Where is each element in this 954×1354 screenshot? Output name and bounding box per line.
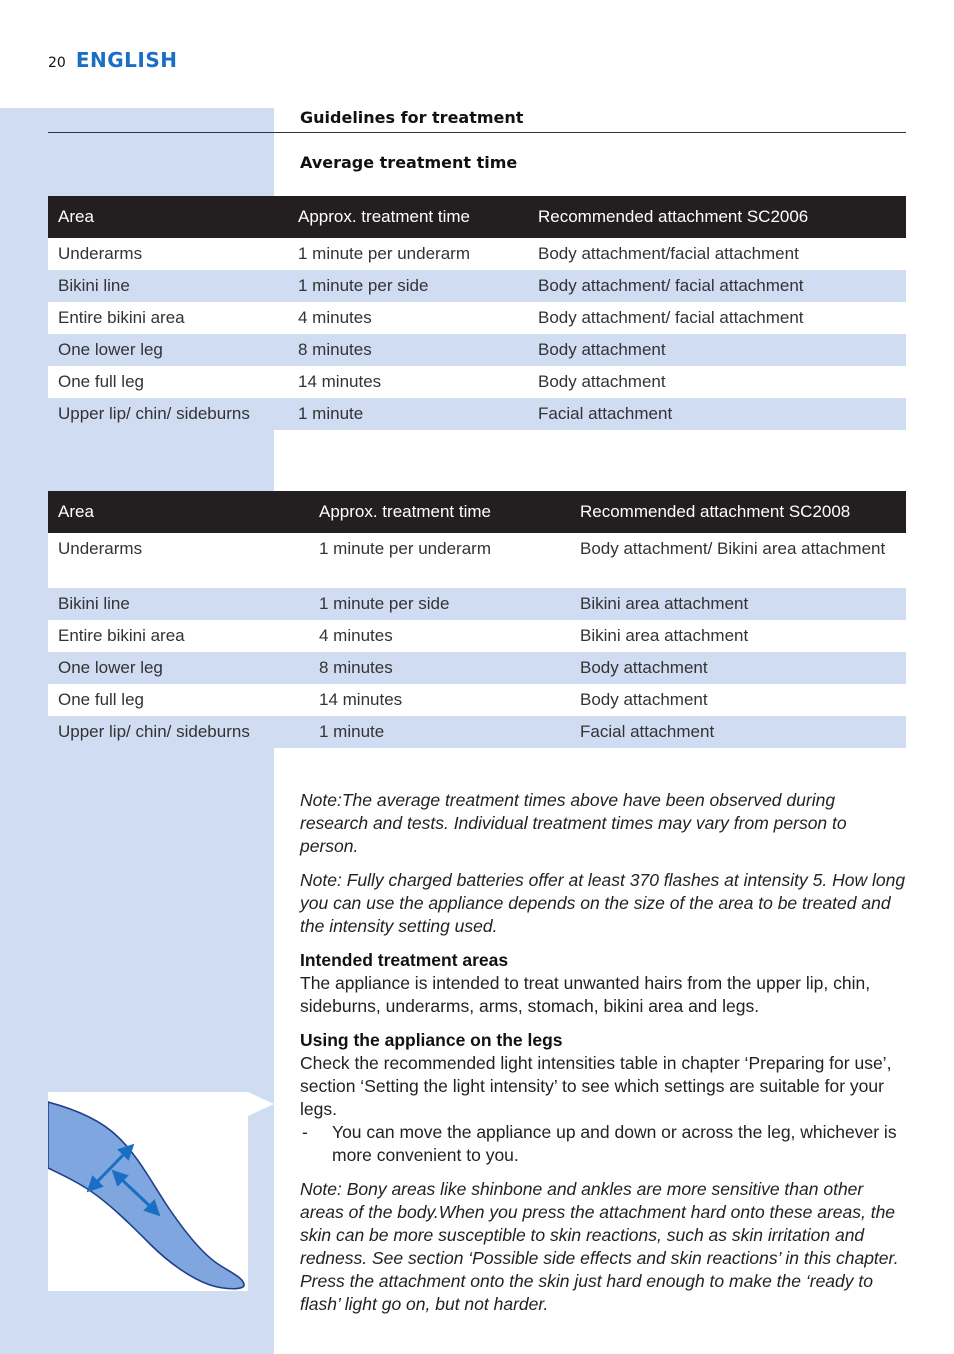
note-bony-areas: Note: Bony areas like shinbone and ankles are more sensitive than other areas of the body.When you press the attachment hard onto these areas, the skin can be more susceptible to skin reactions, such as skin irritation and redness. See section ‘Possible side effects and skin reactions’ in this chapter. Press the attachment onto the skin just hard enough to make the ‘ready to flash’ light go on, but not harder.	[300, 1179, 899, 1314]
cell-time: 1 minute per underarm	[319, 539, 491, 558]
cell-area: One lower leg	[48, 334, 288, 366]
cell-time: 1 minute	[288, 398, 528, 430]
table-row	[48, 366, 906, 398]
notes-column	[300, 789, 906, 1327]
cell-time: 1 minute per side	[288, 270, 528, 302]
intended-areas-heading: Intended treatment areas	[300, 950, 509, 970]
table-row	[48, 398, 906, 430]
bullet-text: You can move the appliance up and down or across the leg, whichever is more convenient to you.	[332, 1122, 897, 1165]
cell-time: 4 minutes	[298, 308, 372, 327]
cell-attachment: Body attachment	[580, 690, 708, 709]
cell-attachment: Bikini area attachment	[580, 626, 749, 645]
page-number: 20	[48, 55, 66, 71]
header-attachment: Recommended attachment SC2008	[570, 491, 906, 533]
cell-area: One full leg	[58, 690, 144, 709]
cell-attachment: Body attachment	[528, 334, 906, 366]
note-treatment-times: Note:The average treatment times above have been observed during research and tests. Individual treatment times may vary from person to person.	[300, 790, 847, 856]
cell-area: Underarms	[58, 539, 143, 558]
header-time: Approx. treatment time	[288, 196, 528, 238]
cell-area: Upper lip/ chin/ sideburns	[48, 398, 288, 430]
cell-attachment: Body attachment/ facial attachment	[528, 270, 906, 302]
cell-attachment: Body attachment	[538, 372, 666, 391]
page-header	[48, 48, 177, 72]
bullet-dash: -	[302, 1122, 308, 1142]
treatment-table-sc2008	[48, 491, 906, 748]
cell-time: 8 minutes	[309, 652, 570, 684]
section-subtitle: Average treatment time	[300, 153, 518, 172]
cell-area: Entire bikini area	[58, 626, 185, 645]
table-row	[48, 684, 906, 716]
header-area: Area	[48, 491, 309, 533]
table-row	[48, 533, 906, 588]
cell-attachment: Body attachment/ Bikini area attachment	[580, 539, 886, 558]
cell-area: One lower leg	[48, 652, 309, 684]
cell-time: 14 minutes	[298, 372, 382, 391]
cell-area: Bikini line	[48, 588, 309, 620]
leg-drawing	[48, 1092, 248, 1291]
table-row	[48, 620, 906, 652]
cell-time: 14 minutes	[319, 690, 403, 709]
section-title: Guidelines for treatment	[300, 108, 524, 127]
table-row	[48, 652, 906, 684]
table-row	[48, 238, 906, 270]
table-row	[48, 588, 906, 620]
cell-time: 1 minute per side	[309, 588, 570, 620]
callout-pointer	[248, 1092, 274, 1116]
cell-time: 1 minute	[309, 716, 570, 748]
table-row	[48, 334, 906, 366]
table-row	[48, 716, 906, 748]
intended-areas-text: The appliance is intended to treat unwanted hairs from the upper lip, chin, sideburns, underarms, arms, stomach, bikini area and legs.	[300, 973, 871, 1016]
cell-attachment: Facial attachment	[570, 716, 906, 748]
cell-attachment: Body attachment	[570, 652, 906, 684]
leg-illustration	[48, 1092, 248, 1291]
header-attachment: Recommended attachment SC2006	[528, 196, 906, 238]
cell-attachment: Facial attachment	[528, 398, 906, 430]
cell-area: Underarms	[58, 244, 143, 263]
leg-icon	[48, 1102, 244, 1289]
treatment-table-sc2006	[48, 196, 906, 430]
header-time: Approx. treatment time	[309, 491, 570, 533]
cell-attachment: Bikini area attachment	[570, 588, 906, 620]
cell-area: One full leg	[58, 372, 144, 391]
cell-time: 4 minutes	[319, 626, 393, 645]
legs-text: Check the recommended light intensities table in chapter ‘Preparing for use’, section ‘Setting the light intensity’ to see which settings are suitable for your legs.	[300, 1053, 892, 1119]
legs-heading: Using the appliance on the legs	[300, 1030, 563, 1050]
cell-time: 1 minute per underarm	[298, 244, 470, 263]
list-item	[300, 1121, 906, 1167]
cell-area: Upper lip/ chin/ sideburns	[48, 716, 309, 748]
header-area: Area	[48, 196, 288, 238]
cell-time: 8 minutes	[288, 334, 528, 366]
language-label: ENGLISH	[75, 48, 178, 72]
cell-area: Bikini line	[48, 270, 288, 302]
cell-area: Entire bikini area	[58, 308, 185, 327]
cell-attachment: Body attachment/facial attachment	[538, 244, 799, 263]
cell-attachment: Body attachment/ facial attachment	[538, 308, 804, 327]
table-row	[48, 270, 906, 302]
table-header-row	[48, 491, 906, 533]
table-header-row	[48, 196, 906, 238]
section-divider	[48, 132, 906, 133]
table-row	[48, 302, 906, 334]
note-batteries: Note: Fully charged batteries offer at least 370 flashes at intensity 5. How long you can use the appliance depends on the size of the area to be treated and the intensity setting used.	[300, 870, 906, 936]
